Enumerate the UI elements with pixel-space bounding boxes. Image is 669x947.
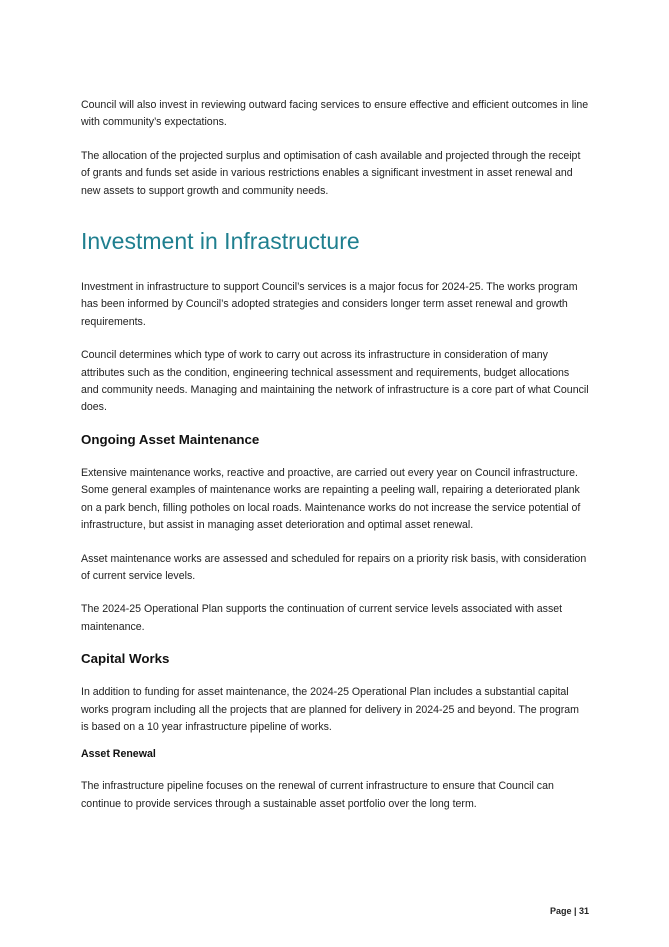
maintenance-heading: Ongoing Asset Maintenance bbox=[81, 431, 260, 447]
investment-heading: Investment in Infrastructure bbox=[81, 228, 360, 255]
investment-paragraph-1: Investment in infrastructure to support Council’s services is a major focus for 2024-25. The works program has been informed by Council’s adopted strategies and considers longer term asset renewal and growth requirements. bbox=[81, 281, 578, 328]
investment-paragraph-2: Council determines which type of work to carry out across its infrastructure in consideration of many attributes such as the condition, engineering technical assessment and requirements, budget allocations and community needs. Managing and maintaining the network of infrastructure is a core part of what Council does. bbox=[81, 349, 589, 414]
page-number: Page | 31 bbox=[549, 906, 589, 916]
maintenance-paragraph-1: Extensive maintenance works, reactive and proactive, are carried out every year on Council infrastructure. Some general examples of maintenance works are repainting a peeling wall, repairing a deteriorated plank on a park bench, filling potholes on local roads. Maintenance works do not increase the service potential of infrastructure, but assist in managing asset deterioration and optimal asset renewal. bbox=[81, 466, 581, 532]
intro-paragraph-2: The allocation of the projected surplus and optimisation of cash available and projected through the receipt of grants and funds set aside in various restrictions enables a significant investment in asset renewal and new assets to support growth and community needs. bbox=[81, 149, 581, 197]
maintenance-paragraph-2: Asset maintenance works are assessed and scheduled for repairs on a priority risk basis, with consideration of current service levels. bbox=[81, 552, 587, 582]
asset-renewal-heading: Asset Renewal bbox=[81, 748, 156, 761]
asset-renewal-paragraph-1: The infrastructure pipeline focuses on the renewal of current infrastructure to ensure that Council can continue to provide services through a sustainable asset portfolio over the long term. bbox=[81, 780, 554, 810]
page-body bbox=[81, 97, 589, 813]
intro-paragraph-1: Council will also invest in reviewing outward facing services to ensure effective and efficient outcomes in line with community’s expectations. bbox=[81, 99, 589, 129]
capital-works-heading: Capital Works bbox=[81, 651, 170, 667]
capital-works-paragraph-1: In addition to funding for asset maintenance, the 2024-25 Operational Plan includes a substantial capital works program including all the projects that are planned for delivery in 2024-25 and beyond. The program is based on a 10 year infrastructure pipeline of works. bbox=[81, 686, 579, 733]
maintenance-paragraph-3: The 2024-25 Operational Plan supports the continuation of current service levels associated with asset maintenance. bbox=[81, 603, 563, 633]
